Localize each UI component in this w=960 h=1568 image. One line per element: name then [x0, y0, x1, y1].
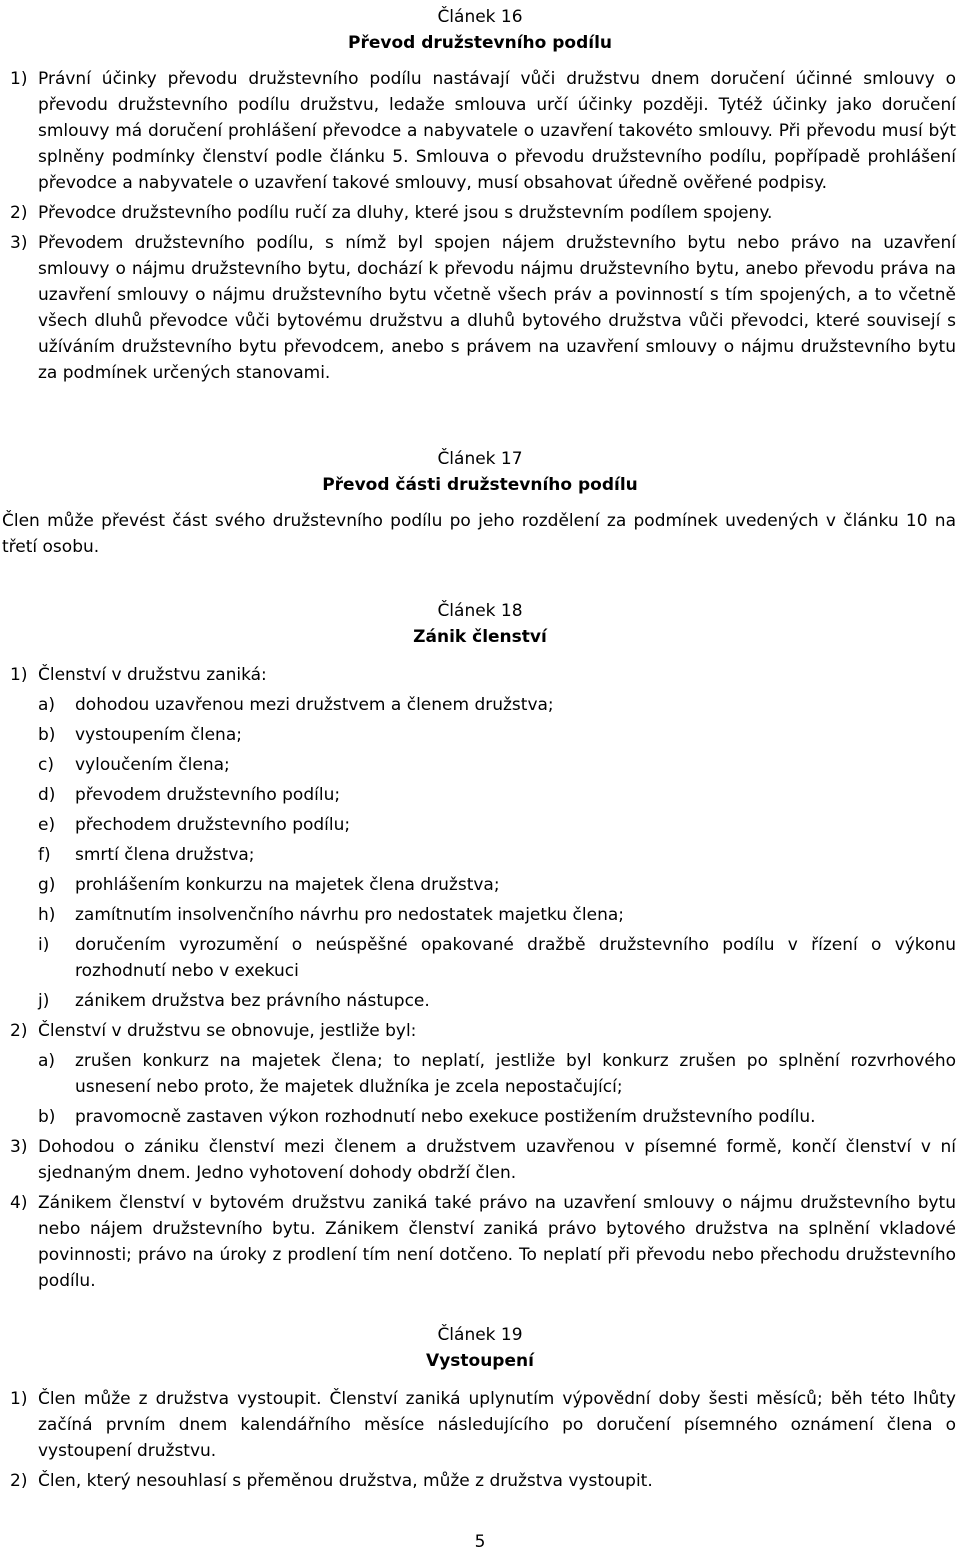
sub-item-letter: f)	[38, 845, 51, 865]
sub-item-text: vyloučením člena;	[75, 755, 230, 775]
item-number: 1)	[10, 665, 28, 685]
article-title: Článek 17	[437, 449, 523, 469]
article-title: Článek 19	[437, 1325, 523, 1345]
list-item	[10, 1018, 956, 1044]
article-subtitle: Převod družstevního podílu	[347, 33, 613, 53]
sub-item-letter: e)	[38, 815, 56, 835]
sub-item-letter: a)	[38, 695, 56, 715]
sub-item-text: doručením vyrozumění o neúspěšné opakované dražbě družstevního podílu v řízení o výkonu rozhodnutí nebo v exekuci	[75, 935, 956, 981]
page-number: 5	[474, 1532, 486, 1552]
sub-item-text: dohodou uzavřenou mezi družstvem a členem družstva;	[75, 695, 554, 715]
item-number: 2)	[10, 1021, 28, 1041]
sub-item-text: prohlášením konkurzu na majetek člena družstva;	[75, 875, 500, 895]
list-item	[10, 1468, 956, 1494]
sub-item-letter: c)	[38, 755, 54, 775]
item-number: 3)	[10, 233, 28, 253]
item-text: Právní účinky převodu družstevního podílu nastávají vůči družstvu dnem doručení účinné smlouvy o převodu družstevního podílu družstvu, ledaže smlouva určí účinky později. Tytéž účinky jako doručení smlouvy má doručení prohlášení převodce a nabyvatele o uzavření takovéto smlouvy. Při převodu musí být splněny podmínky členství podle článku 5. Smlouva o převodu družstevního podílu, popřípadě prohlášení převodce a nabyvatele o uzavření takové smlouvy, musí obsahovat úředně ověřené podpisy.	[38, 69, 956, 193]
sub-item-letter: b)	[38, 1107, 56, 1127]
sub-item	[38, 812, 956, 838]
list-item	[10, 1190, 956, 1294]
sub-item-letter: i)	[38, 935, 50, 955]
sub-item	[38, 842, 956, 868]
article-16-heading	[0, 4, 960, 56]
item-text: Převodce družstevního podílu ručí za dluhy, které jsou s družstevním podílem spojeny.	[38, 203, 773, 223]
article-18-body	[10, 662, 956, 1294]
sub-item-letter: b)	[38, 725, 56, 745]
article-16-body	[10, 66, 956, 386]
list-item	[10, 1386, 956, 1464]
article-18-heading	[0, 598, 960, 650]
sub-item	[38, 932, 956, 984]
article-17-heading	[0, 446, 960, 498]
article-title: Článek 16	[437, 7, 523, 27]
article-19-body	[10, 1386, 956, 1494]
sub-item	[38, 872, 956, 898]
sub-item	[38, 752, 956, 778]
sub-item-letter: g)	[38, 875, 56, 895]
item-text: Členství v družstvu zaniká:	[38, 665, 267, 685]
sub-item-text: zánikem družstva bez právního nástupce.	[75, 991, 430, 1011]
article-17-body	[2, 508, 956, 560]
article-subtitle: Převod části družstevního podílu	[322, 475, 638, 495]
sub-item	[38, 1048, 956, 1100]
item-number: 2)	[10, 203, 28, 223]
item-text: Člen, který nesouhlasí s přeměnou družstva, může z družstva vystoupit.	[38, 1471, 653, 1491]
item-text: Zánikem členství v bytovém družstvu zaniká také právo na uzavření smlouvy o nájmu družstevního bytu nebo nájem družstevního bytu. Zánikem členství zaniká právo bytového družstva na splnění vkladové povinnosti; právo na úroky z prodlení tím není dotčeno. To neplatí při převodu nebo přechodu družstevního podílu.	[38, 1193, 956, 1291]
list-item	[10, 66, 956, 196]
article-19-heading	[0, 1322, 960, 1374]
paragraph: Člen může převést část svého družstevního podílu po jeho rozdělení za podmínek uvedených v článku 10 na třetí osobu.	[2, 511, 956, 557]
sub-item-text: zamítnutím insolvenčního návrhu pro nedostatek majetku člena;	[75, 905, 625, 925]
item-text: Člen může z družstva vystoupit. Členství zaniká uplynutím výpovědní doby šesti měsíců; běh této lhůty začíná prvním dnem kalendářního měsíce následujícího po doručení písemného oznámení člena o vystoupení družstvu.	[38, 1389, 956, 1461]
item-number: 4)	[10, 1193, 28, 1213]
sub-item	[38, 988, 956, 1014]
list-item	[10, 200, 956, 226]
sub-item-letter: j)	[38, 991, 50, 1011]
sub-item-text: zrušen konkurz na majetek člena; to neplatí, jestliže byl konkurz zrušen po splnění rozvrhového usnesení nebo proto, že majetek dlužníka je zcela nepostačující;	[75, 1051, 956, 1097]
article-subtitle: Zánik členství	[413, 627, 547, 647]
sub-item	[38, 902, 956, 928]
article-subtitle: Vystoupení	[426, 1351, 534, 1371]
sub-item-letter: d)	[38, 785, 56, 805]
sub-item-text: vystoupením člena;	[75, 725, 242, 745]
item-text: Převodem družstevního podílu, s nímž byl spojen nájem družstevního bytu nebo právo na uzavření smlouvy o nájmu družstevního bytu, dochází k převodu nájmu družstevního bytu, anebo převodu práva na uzavření smlouvy o nájmu družstevního bytu včetně všech práv a povinností s tím spojených, a to včetně všech dluhů převodce vůči bytovému družstvu a dluhů bytového družstva vůči převodci, které souvisejí s užíváním družstevního bytu převodcem, anebo s právem na uzavření smlouvy o nájmu družstevního bytu za podmínek určených stanovami.	[38, 233, 956, 383]
item-number: 2)	[10, 1471, 28, 1491]
sub-item-letter: h)	[38, 905, 56, 925]
list-item	[10, 662, 956, 688]
item-number: 1)	[10, 1389, 28, 1409]
item-number: 3)	[10, 1137, 28, 1157]
sub-item-letter: a)	[38, 1051, 56, 1071]
sub-item-text: smrtí člena družstva;	[75, 845, 255, 865]
sub-item-text: pravomocně zastaven výkon rozhodnutí nebo exekuce postižením družstevního podílu.	[75, 1107, 816, 1127]
sub-item-text: přechodem družstevního podílu;	[75, 815, 351, 835]
list-item	[10, 230, 956, 386]
sub-item	[38, 692, 956, 718]
item-text: Dohodou o zániku členství mezi členem a družstvem uzavřenou v písemné formě, končí členství v ní sjednaným dnem. Jedno vyhotovení dohody obdrží člen.	[38, 1137, 956, 1183]
sub-item	[38, 782, 956, 808]
sub-item-text: převodem družstevního podílu;	[75, 785, 341, 805]
sub-item	[38, 722, 956, 748]
item-number: 1)	[10, 69, 28, 89]
list-item	[10, 1134, 956, 1186]
item-text: Členství v družstvu se obnovuje, jestliže byl:	[38, 1021, 417, 1041]
sub-item	[38, 1104, 956, 1130]
article-title: Článek 18	[437, 601, 523, 621]
